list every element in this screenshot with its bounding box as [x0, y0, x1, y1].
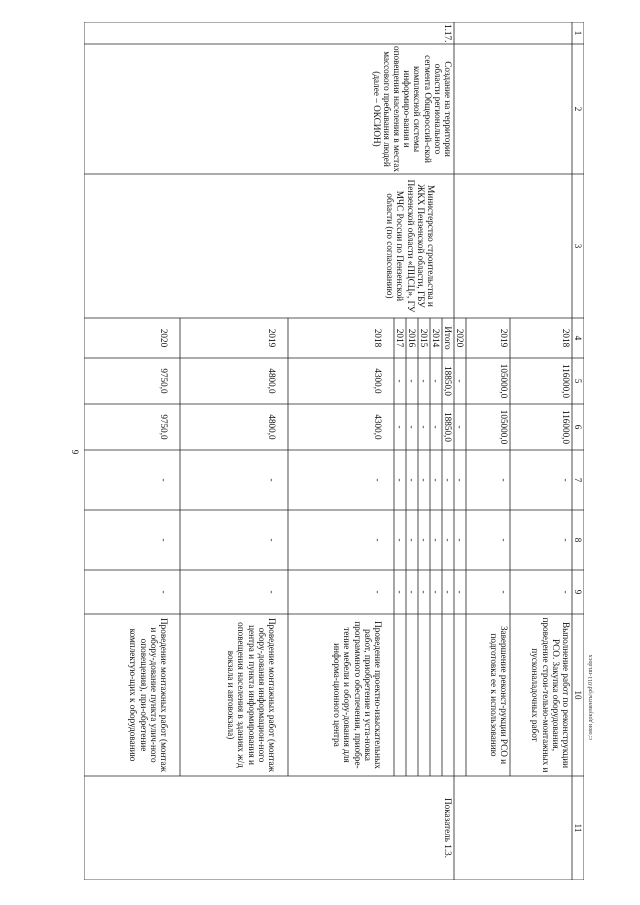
col-header-6: 6	[573, 424, 583, 430]
b2-row-7-year: 2019	[267, 328, 277, 348]
b2-row-3-year: 2015	[419, 328, 429, 348]
executors: Министерство строительства и ЖКХ Пензенской области, ГБУ Пензенской области «ПЦСЦ», ГУ МЧС России по Пензенской области (по согласованию)	[385, 179, 436, 313]
b2-row-8-year: 2020	[159, 328, 169, 348]
b2-row-4-c6: -	[407, 425, 417, 429]
b1-2020-c9: -	[455, 590, 465, 594]
col-header-9: 9	[573, 589, 583, 595]
b1-2018-c7: -	[561, 478, 571, 482]
b2-row-1-c6: 18850,0	[443, 412, 453, 442]
col-header-11: 11	[573, 823, 583, 833]
b2-row-4-c7: -	[407, 478, 417, 482]
measure-name: Создание на территории области регионального сегмента Общероссий-ской комплексной системы информиро-вания и оповещения населения в местах массового пребывания людей (далее – ОКСИОН)	[371, 46, 453, 172]
b2-row-5-c8: -	[395, 538, 405, 542]
b2-row-8-c5: 9750,0	[159, 368, 169, 394]
rotated-table	[84, 22, 584, 880]
col-header-4: 4	[573, 335, 583, 341]
b1-2019-c6: 105000,0	[499, 409, 509, 445]
b2-2019-result: Проведение монтажных работ (монтаж обору-дования информацион-ного центра и пункта информирования и оповещения населения в зданиях ж/д вокзала и автовокзала)	[226, 618, 277, 772]
b2-row-3-c7: -	[419, 478, 429, 482]
b2-2020-result: Проведение монтажных работ (монтаж и обору-дование пункта улич-ного оповещения), при-обретение комплектую-щих к оборудованию	[128, 618, 169, 772]
col-header-1: 1	[573, 30, 583, 36]
b2-row-8-c6: 9750,0	[159, 414, 169, 440]
b2-row-8-c7: -	[159, 478, 169, 482]
b2-row-2-c6: -	[431, 425, 441, 429]
b2-row-8-c9: -	[159, 590, 169, 594]
b2-row-6-year: 2018	[373, 328, 383, 348]
b2-row-5-c7: -	[395, 478, 405, 482]
b2-row-5-c9: -	[395, 590, 405, 594]
col-header-10: 10	[573, 690, 583, 700]
b1-2019-c5: 105000,0	[499, 363, 509, 399]
b1-year-2020: 2020	[455, 328, 465, 348]
b2-row-5-c5: -	[395, 379, 405, 383]
b2-row-5-c6: -	[395, 425, 405, 429]
b2-row-7-c7: -	[267, 478, 277, 482]
b1-2018-result: Выполнение работ по реконструкции РСО. Закупка оборудования, проведение строи-тельно-монтажных и пусконаладочных работ	[530, 617, 571, 773]
b1-2018-c6: 116000,0	[561, 409, 571, 445]
b2-row-7-c9: -	[267, 590, 277, 594]
b2-row-1-c9: -	[443, 590, 453, 594]
b2-row-8-c8: -	[159, 538, 169, 542]
b2-row-6-c9: -	[373, 590, 383, 594]
b2-row-4-c9: -	[407, 590, 417, 594]
b1-2018-c8: -	[561, 538, 571, 542]
col-header-3: 3	[573, 243, 583, 249]
b2-row-4-year: 2016	[407, 328, 417, 348]
b1-2018-c5: 116000,0	[561, 363, 571, 399]
footer-file-path: c:\мои документы\pd\011-пп.docx	[588, 654, 594, 740]
b1-2019-c7: -	[499, 478, 509, 482]
b2-row-7-c8: -	[267, 538, 277, 542]
b2-row-4-c8: -	[407, 538, 417, 542]
b1-2019-c8: -	[499, 538, 509, 542]
b2-row-6-c5: 4300,0	[373, 368, 383, 394]
col-header-5: 5	[573, 378, 583, 384]
b2-row-3-c9: -	[419, 590, 429, 594]
b2-row-2-year: 2014	[431, 328, 441, 348]
b2-row-4-c5: -	[407, 379, 417, 383]
b2-row-1-c5: 18850,0	[443, 366, 453, 396]
b1-2019-c9: -	[499, 590, 509, 594]
b1-year-2018: 2018	[561, 328, 571, 348]
b2-row-2-c9: -	[431, 590, 441, 594]
b2-row-3-c6: -	[419, 425, 429, 429]
col-header-8: 8	[573, 537, 583, 543]
b2-row-6-c6: 4300,0	[373, 414, 383, 440]
b1-2020-c6: -	[455, 425, 465, 429]
row-number: 1.17.	[443, 24, 453, 43]
b2-row-1-year: Итого	[443, 326, 453, 350]
b2-row-6-c7: -	[373, 478, 383, 482]
b1-2018-c9: -	[561, 590, 571, 594]
b1-2020-c5: -	[455, 379, 465, 383]
b1-2019-result: Завершение реконст-рукции РСО и подготовка ее к использованию	[488, 625, 509, 765]
col-header-7: 7	[573, 477, 583, 483]
b1-2020-c7: -	[455, 478, 465, 482]
b2-row-2-c7: -	[431, 478, 441, 482]
b2-row-3-c5: -	[419, 379, 429, 383]
b2-row-7-c6: 4800,0	[267, 414, 277, 440]
col-header-2: 2	[573, 106, 583, 112]
b1-year-2019: 2019	[499, 328, 509, 348]
b2-2018-result: Проведение проектно-изыскательных работ, приобретение и уста-новка программного обеспечения, приобре-тение мебели и обору-дования для информа-ционного центра	[332, 621, 383, 769]
page-number: 9	[70, 449, 80, 455]
b2-row-7-c5: 4800,0	[267, 368, 277, 394]
b2-row-6-c8: -	[373, 538, 383, 542]
b2-row-3-c8: -	[419, 538, 429, 542]
b2-row-2-c8: -	[431, 538, 441, 542]
b2-row-1-c7: -	[443, 478, 453, 482]
b1-2020-c8: -	[455, 538, 465, 542]
b2-row-5-year: 2017	[395, 328, 405, 348]
b2-row-1-c8: -	[443, 538, 453, 542]
b2-row-2-c5: -	[431, 379, 441, 383]
indicator: Показатель 1.3.	[443, 797, 453, 859]
